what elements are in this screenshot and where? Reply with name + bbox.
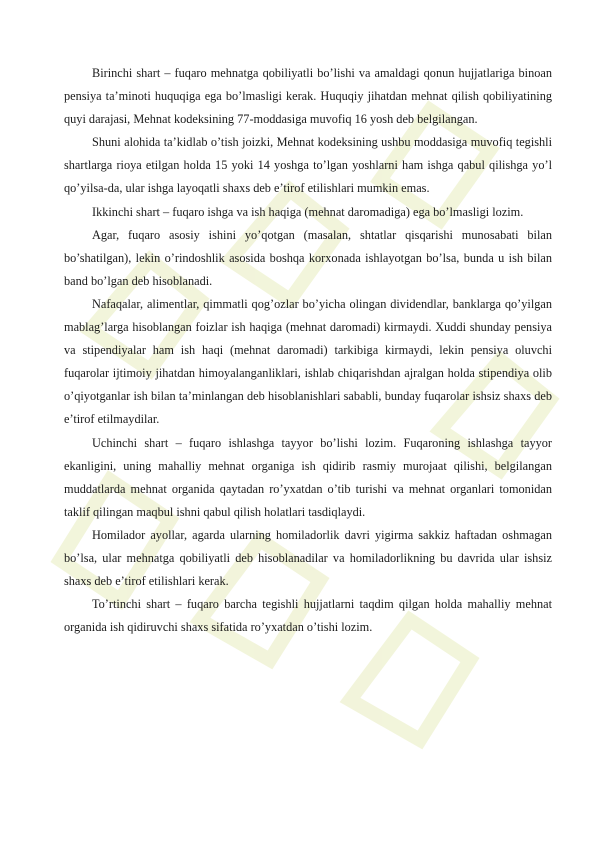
paragraph-6: Uchinchi shart – fuqaro ishlashga tayyor bo’lishi lozim. Fuqaroning ishlashga tayyor ekanligini, uning mahalliy mehnat organiga ish qidirib rasmiy murojaat qilishi, belgilangan muddatlarda mehnat organida qaytadan ro’yxatdan o’tib turishi va mehnat organlari tomonidan taklif qilingan maqbul ishni qabul qilish holatlari tasdiqlaydi. — [64, 435, 552, 519]
paragraph-1: Birinchi shart – fuqaro mehnatga qobiliyatli bo’lishi va amaldagi qonun hujjatlariga binoan pensiya ta’minoti huquqiga ega bo’lmasligi kerak. Huquqiy jihatdan mehnat qilish qobiliyatining quyi darajasi, Mehnat kodeksining 77-moddasiga muvofiq 16 yosh deb belgilangan. — [64, 66, 552, 127]
paragraph-3: Ikkinchi shart – fuqaro ishga va ish haqiga (mehnat daromadiga) ega bo’lmasligi lozim. — [92, 204, 524, 219]
document-body — [64, 62, 552, 639]
paragraph-2: Shuni alohida ta’kidlab o’tish joizki, Mehnat kodeksining ushbu moddasiga muvofiq tegishli shartlarga rioya etilgan holda 15 yoki 14 yoshga to’lgan yoshlarni ham ishga qabul qilishga yo’l qo’yilsa-da, ular ishga layoqatli shaxs deb e’tirof etilishlari mumkin emas. — [64, 135, 552, 196]
paragraph-4: Agar, fuqaro asosiy ishini yo’qotgan (masalan, shtatlar qisqarishi munosabati bilan bo’shatilgan), lekin o’rindoshlik asosida boshqa korxonada ishlayotgan bo’lsa, bunda u ish bilan band bo’lgan deb hisoblanadi. — [64, 227, 552, 288]
paragraph-5: Nafaqalar, alimentlar, qimmatli qog’ozlar bo’yicha olingan dividendlar, banklarga qo’yilgan mablag’larga hisoblangan foizlar ish haqiga (mehnat daromadi) kirmaydi. Xuddi shunday pensiya va stipendiyalar ham ish haqi (mehnat daromadi) tarkibiga kirmaydi, lekin pensiya oluvchi fuqarolar ijtimoiy jihatdan himoyalanganliklari, ishlab chiqarishdan ajralgan holda stipendiya olib o’qiyotganlar ish bilan ta’minlangan deb hisoblanishlari sababli, bunday fuqarolar ishsiz shaxs deb e’tirof etilmaydilar. — [64, 296, 552, 427]
paragraph-8: To’rtinchi shart – fuqaro barcha tegishli hujjatlarni taqdim qilgan holda mahalliy mehnat organida ish qidiruvchi shaxs sifatida ro’yxatdan o’tishi lozim. — [64, 597, 552, 635]
paragraph-7: Homilador ayollar, agarda ularning homiladorlik davri yigirma sakkiz haftadan oshmagan bo’lsa, ular mehnatga qobiliyatli deb hisoblanadilar va homiladorlikning bu davrida ular ishsiz shaxs deb e’tirof etilishlari kerak. — [64, 527, 552, 589]
